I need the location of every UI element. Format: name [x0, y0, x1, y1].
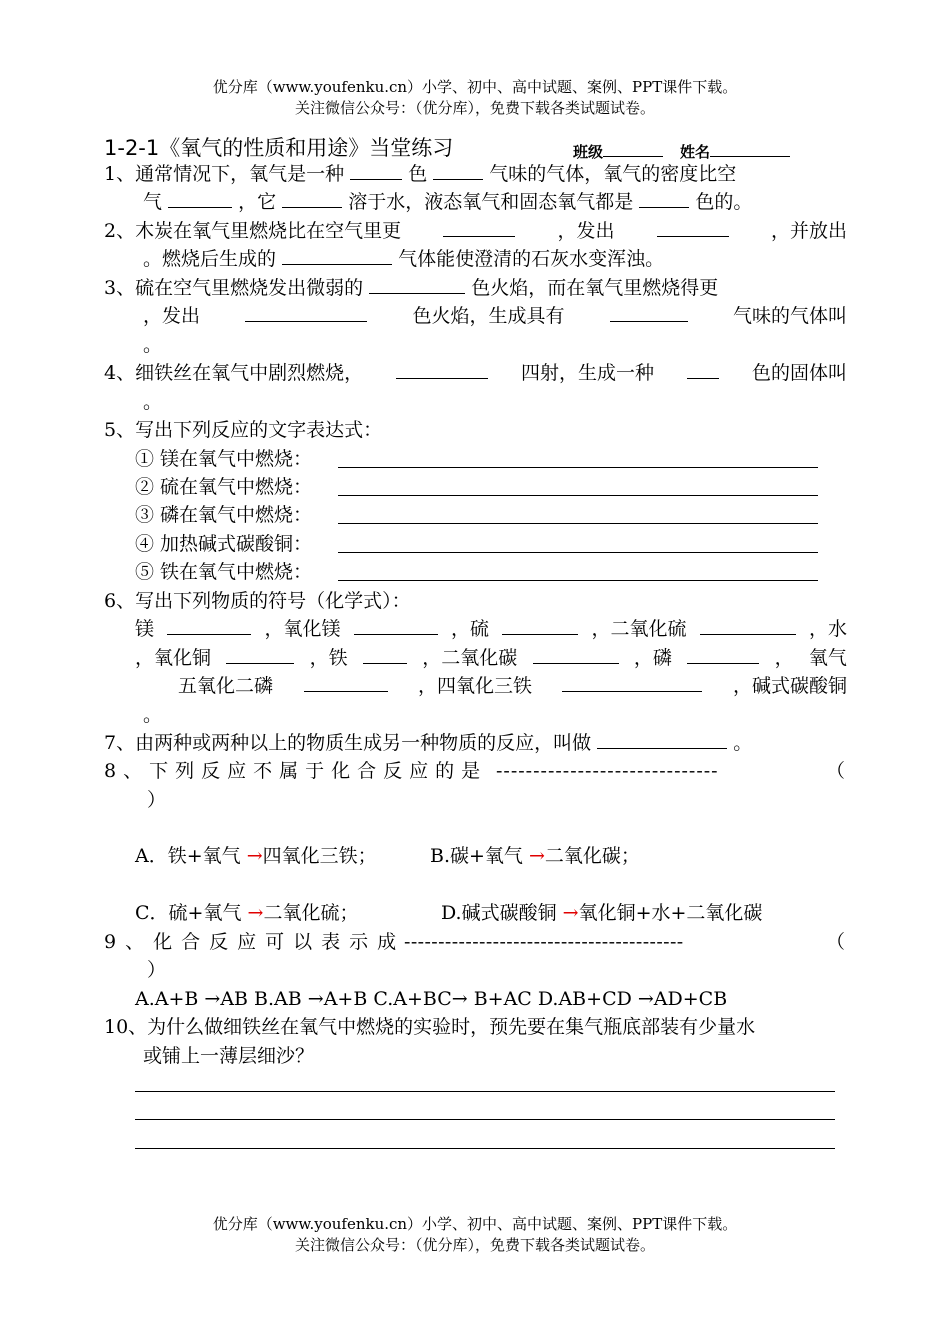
question-7: 7、由两种或两种以上的物质生成另一种物质的反应，叫做 。 — [104, 732, 753, 754]
q7-blank[interactable] — [597, 730, 727, 749]
q10-answer-line-1[interactable] — [135, 1091, 835, 1092]
q8-paren-close: ） — [147, 789, 167, 811]
question-5-title: 5、写出下列反应的文字表达式： — [104, 419, 383, 441]
q5-item-4: ④ 加热碱式碳酸铜： — [135, 533, 313, 555]
question-6-line-3: 五氧化二磷 ，四氧化三铁 ，碱式碳酸铜 — [178, 675, 847, 697]
q5-answer-line-5[interactable] — [338, 580, 818, 581]
q5-item-1: ① 镁在氧气中燃烧： — [135, 448, 313, 470]
q6-blank-s[interactable] — [502, 616, 578, 635]
q9-paren-open: （ — [826, 931, 846, 953]
q5-answer-line-1[interactable] — [338, 467, 818, 468]
q1-blank-3[interactable] — [168, 189, 232, 208]
q5-answer-line-3[interactable] — [338, 523, 818, 524]
q1-blank-1[interactable] — [350, 161, 402, 180]
q6-blank-p[interactable] — [687, 645, 759, 664]
q4-blank-1[interactable] — [396, 360, 488, 379]
q10-answer-line-2[interactable] — [135, 1119, 835, 1120]
page-title: 1-2-1《氧气的性质和用途》当堂练习 — [104, 136, 454, 160]
question-3-line-3: 。 — [143, 334, 163, 356]
q9-options: A.A+B →AB B.AB →A+B C.A+BC→ B+AC D.AB+CD →AD+CB — [135, 988, 728, 1010]
q6-blank-fe3o4[interactable] — [562, 673, 702, 692]
question-6-line-1: 镁 ，氧化镁 ，硫 ，二氧化硫 ，水 — [135, 618, 847, 640]
q1-blank-4[interactable] — [282, 189, 342, 208]
class-blank[interactable] — [603, 138, 663, 157]
name-field — [680, 138, 790, 162]
footer-line-2: 关注微信公众号：（优分库），免费下载各类试题试卷。 — [294, 1236, 655, 1254]
question-2-line-2: 。燃烧后生成的 气体能使澄清的石灰水变浑浊。 — [143, 248, 665, 270]
question-9-stem: 9、化合反应可以表示成 — [104, 931, 406, 953]
q5-answer-line-2[interactable] — [338, 495, 818, 496]
question-1-line-2: 气 ，它 溶于水，液态氧气和固态氧气都是 色的。 — [143, 191, 753, 213]
name-blank[interactable] — [710, 138, 790, 157]
arrow-icon: → — [246, 845, 263, 867]
q10-answer-line-3[interactable] — [135, 1148, 835, 1149]
q1-blank-2[interactable] — [433, 161, 483, 180]
q2-blank-2[interactable] — [657, 218, 729, 237]
q6-blank-p2o5[interactable] — [304, 673, 388, 692]
arrow-icon: → — [247, 902, 264, 924]
question-1-line-1: 1、通常情况下，氧气是一种 色 气味的气体，氧气的密度比空 — [104, 163, 737, 185]
question-6-title: 6、写出下列物质的符号（化学式）： — [104, 590, 411, 612]
q8-option-b[interactable]: B.碳+氧气 →二氧化碳； — [430, 845, 640, 867]
question-4-line-1: 4、细铁丝在氧气中剧烈燃烧， 四射，生成一种 色的固体叫 — [104, 362, 847, 384]
q9-paren-close: ） — [147, 959, 167, 981]
q8-option-a[interactable]: A．铁+氧气 →四氧化三铁； — [135, 845, 377, 867]
q5-item-2: ② 硫在氧气中燃烧： — [135, 476, 313, 498]
question-6-line-4: 。 — [143, 704, 163, 726]
class-label: 班级 — [573, 143, 604, 161]
q3-blank-3[interactable] — [610, 303, 688, 322]
q8-dashes: ------------------------------ — [496, 760, 719, 782]
q6-blank-mg[interactable] — [167, 616, 251, 635]
q3-blank-1[interactable] — [369, 275, 465, 294]
header-line-1: 优分库（www.youfenku.cn）小学、初中、高中试题、案例、PPT课件下载。 — [212, 78, 738, 96]
q6-blank-co2[interactable] — [533, 645, 619, 664]
q1-blank-5[interactable] — [639, 189, 689, 208]
q8-option-d[interactable]: D.碱式碳酸铜 →氧化铜+水+二氧化碳 — [441, 902, 763, 924]
question-2-line-1: 2、木炭在氧气里燃烧比在空气里更 ，发出 ，并放出 — [104, 220, 847, 242]
q5-item-3: ③ 磷在氧气中燃烧： — [135, 504, 313, 526]
name-label: 姓名 — [680, 143, 711, 161]
q6-blank-fe[interactable] — [363, 645, 407, 664]
q6-blank-cuo[interactable] — [226, 645, 294, 664]
q3-blank-2[interactable] — [245, 303, 367, 322]
arrow-icon: → — [528, 845, 545, 867]
q2-blank-1[interactable] — [443, 218, 515, 237]
question-3-line-2: ，发出 色火焰，生成具有 气味的气体叫 — [143, 305, 847, 327]
arrow-icon: → — [562, 902, 579, 924]
q8-option-c[interactable]: C．硫+氧气 →二氧化硫； — [135, 902, 359, 924]
q5-answer-line-4[interactable] — [338, 552, 818, 553]
q5-item-5: ⑤ 铁在氧气中燃烧： — [135, 561, 313, 583]
footer-line-1: 优分库（www.youfenku.cn）小学、初中、高中试题、案例、PPT课件下载。 — [212, 1215, 738, 1233]
header-line-2: 关注微信公众号：（优分库），免费下载各类试题试卷。 — [294, 99, 655, 117]
question-10-line-1: 10、为什么做细铁丝在氧气中燃烧的实验时，预先要在集气瓶底部装有少量水 — [104, 1016, 756, 1038]
class-field — [573, 138, 663, 162]
question-3-line-1: 3、硫在空气里燃烧发出微弱的 色火焰，而在氧气里燃烧得更 — [104, 277, 719, 299]
q8-paren-open: （ — [826, 760, 846, 782]
question-10-line-2: 或铺上一薄层细沙？ — [143, 1045, 315, 1067]
question-8-stem: 8、下列反应不属于化合反应的是 — [104, 760, 488, 782]
q6-blank-mgo[interactable] — [354, 616, 438, 635]
q9-dashes: ----------------------------------------- — [404, 931, 684, 953]
q4-blank-2[interactable] — [687, 360, 719, 379]
q6-blank-so2[interactable] — [700, 616, 796, 635]
question-6-line-2: ，氧化铜 ，铁 ，二氧化碳 ，磷 ， 氧气 — [135, 647, 847, 669]
question-4-line-2: 。 — [143, 391, 163, 413]
q2-blank-3[interactable] — [282, 246, 392, 265]
